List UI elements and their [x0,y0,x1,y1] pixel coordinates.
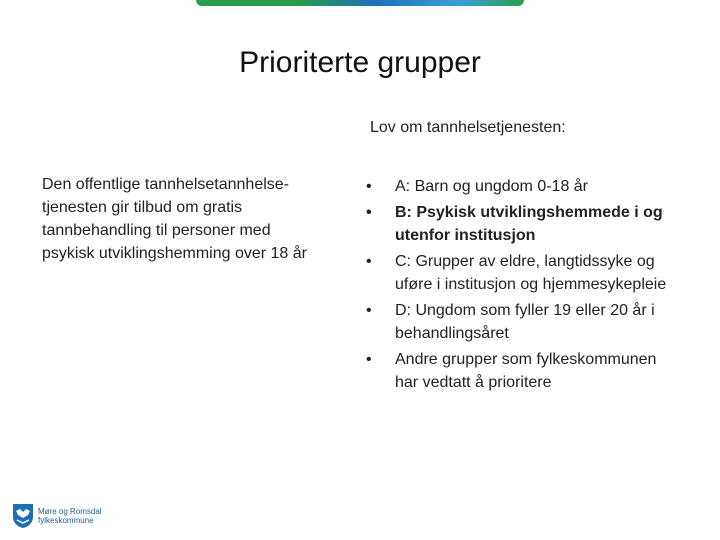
list-item [366,201,676,247]
slide-subtitle: Lov om tannhelsetjenesten: [370,119,566,136]
list-item-text: B: Psykisk utviklingshemmede i og utenfor institusjon [395,204,663,244]
left-paragraph: Den offentlige tannhelsetannhelse- tjenesten gir tilbud om gratis tannbehandling til personer med psykisk utviklingshemming over 18 år [42,176,307,262]
list-item [366,299,676,345]
list-item-text: C: Grupper av eldre, langtidssyke og uføre i institusjon og hjemmesykepleie [395,253,667,293]
top-accent-bar [196,0,524,6]
bullet-icon: • [366,351,372,368]
list-item [366,348,676,394]
bullet-icon: • [366,204,372,221]
logo-text: Møre og Romsdal fylkeskommune [38,507,102,525]
organization-logo [12,502,102,530]
list-item-text: Andre grupper som fylkeskommunen har vedtatt å prioritere [395,351,657,391]
list-item [366,250,676,296]
bullet-icon: • [366,178,372,195]
list-item [366,175,676,198]
bullet-icon: • [366,302,372,319]
coat-of-arms-icon [12,503,34,529]
list-item-text: D: Ungdom som fyller 19 eller 20 år i behandlingsåret [395,302,655,342]
priority-group-list [366,175,676,397]
list-item-text: A: Barn og ungdom 0-18 år [395,178,589,195]
slide-title: Prioriterte grupper [239,46,481,79]
bullet-icon: • [366,253,372,270]
